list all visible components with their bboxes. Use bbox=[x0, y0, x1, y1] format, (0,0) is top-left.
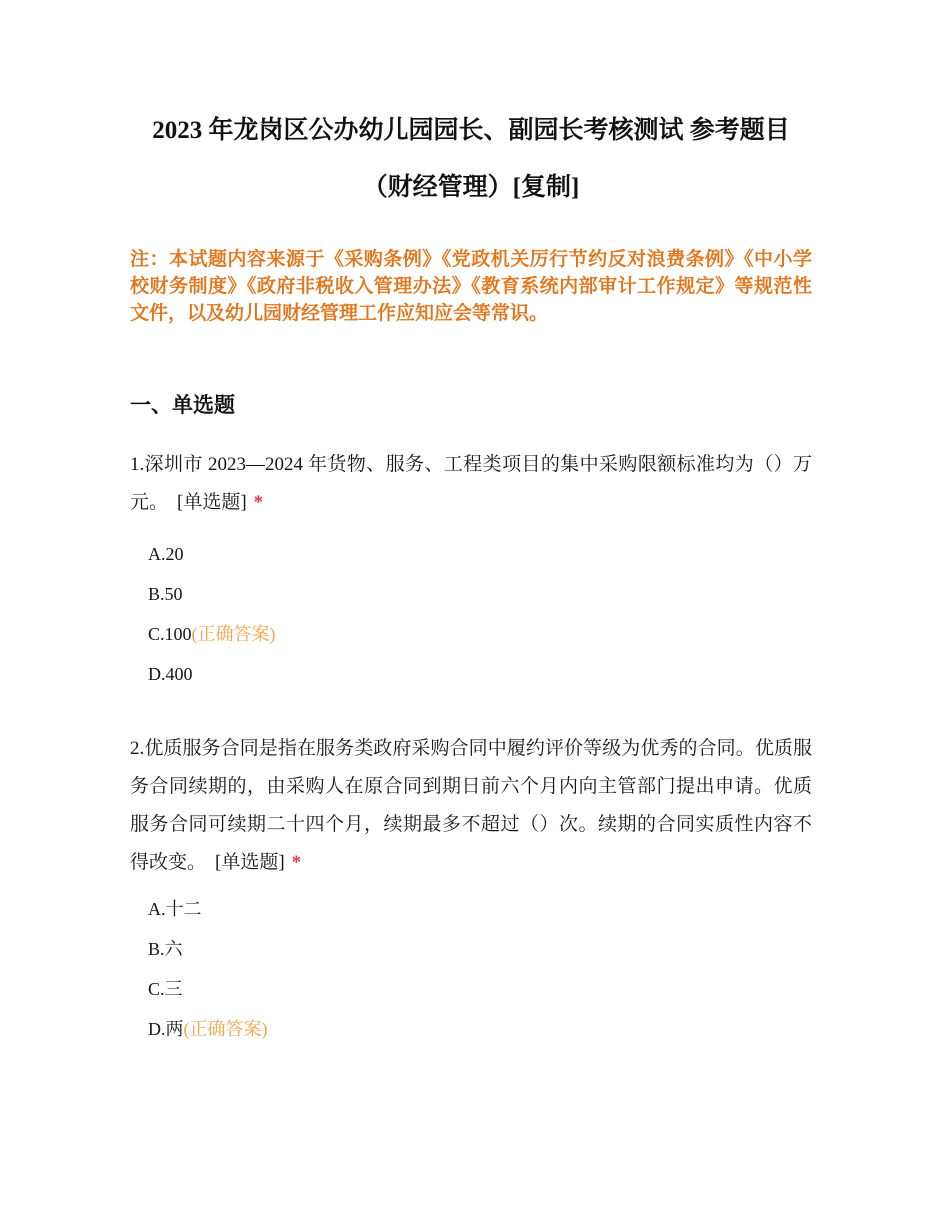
question-1-option-d bbox=[148, 654, 812, 694]
option-label: B.六 bbox=[148, 939, 183, 959]
question-2-type-tag: [单选题] bbox=[215, 852, 285, 873]
correct-answer-flag: (正确答案) bbox=[183, 1019, 268, 1039]
question-2 bbox=[130, 730, 812, 1049]
option-label: A.十二 bbox=[148, 899, 202, 919]
question-2-options bbox=[130, 889, 812, 1049]
question-1-option-a bbox=[148, 534, 812, 574]
question-1-stem: 1.深圳市 2023—2024 年货物、服务、工程类项目的集中采购限额标准均为（）万元。 bbox=[130, 454, 812, 513]
option-label: A.20 bbox=[148, 544, 184, 564]
question-2-option-b bbox=[148, 929, 812, 969]
question-1-option-c bbox=[148, 614, 812, 654]
question-1-options bbox=[130, 534, 812, 694]
source-note: 注：本试题内容来源于《采购条例》《党政机关厉行节约反对浪费条例》《中小学校财务制度》《政府非税收入管理办法》《教育系统内部审计工作规定》等规范性文件，以及幼儿园财经管理工作应知应会等常识。 bbox=[130, 249, 812, 324]
question-1-option-b bbox=[148, 574, 812, 614]
option-label: C.三 bbox=[148, 979, 183, 999]
option-label: B.50 bbox=[148, 584, 183, 604]
question-2-required-marker: * bbox=[291, 852, 302, 873]
question-1-required-marker: * bbox=[253, 492, 264, 513]
question-2-option-a bbox=[148, 889, 812, 929]
option-label: C.100 bbox=[148, 624, 192, 644]
section-header-single-choice: 一、单选题 bbox=[130, 393, 235, 417]
document-title bbox=[130, 102, 812, 216]
question-2-stem: 2.优质服务合同是指在服务类政府采购合同中履约评价等级为优秀的合同。优质服务合同续期的，由采购人在原合同到期日前六个月内向主管部门提出申请。优质服务合同可续期二十四个月，续期最多不超过（）次。续期的合同实质性内容不得改变。 bbox=[130, 738, 812, 873]
question-1-type-tag: [单选题] bbox=[177, 492, 247, 513]
question-2-option-d bbox=[148, 1009, 812, 1049]
question-1 bbox=[130, 446, 812, 694]
option-label: D.两 bbox=[148, 1019, 184, 1039]
question-2-option-c bbox=[148, 969, 812, 1009]
correct-answer-flag: (正确答案) bbox=[191, 624, 276, 644]
document-title-line2: （财经管理）[复制] bbox=[362, 174, 580, 201]
document-title-line1: 2023 年龙岗区公办幼儿园园长、副园长考核测试 参考题目 bbox=[152, 117, 790, 144]
option-label: D.400 bbox=[148, 664, 193, 684]
question-2-text bbox=[130, 730, 812, 882]
question-1-text bbox=[130, 446, 812, 522]
